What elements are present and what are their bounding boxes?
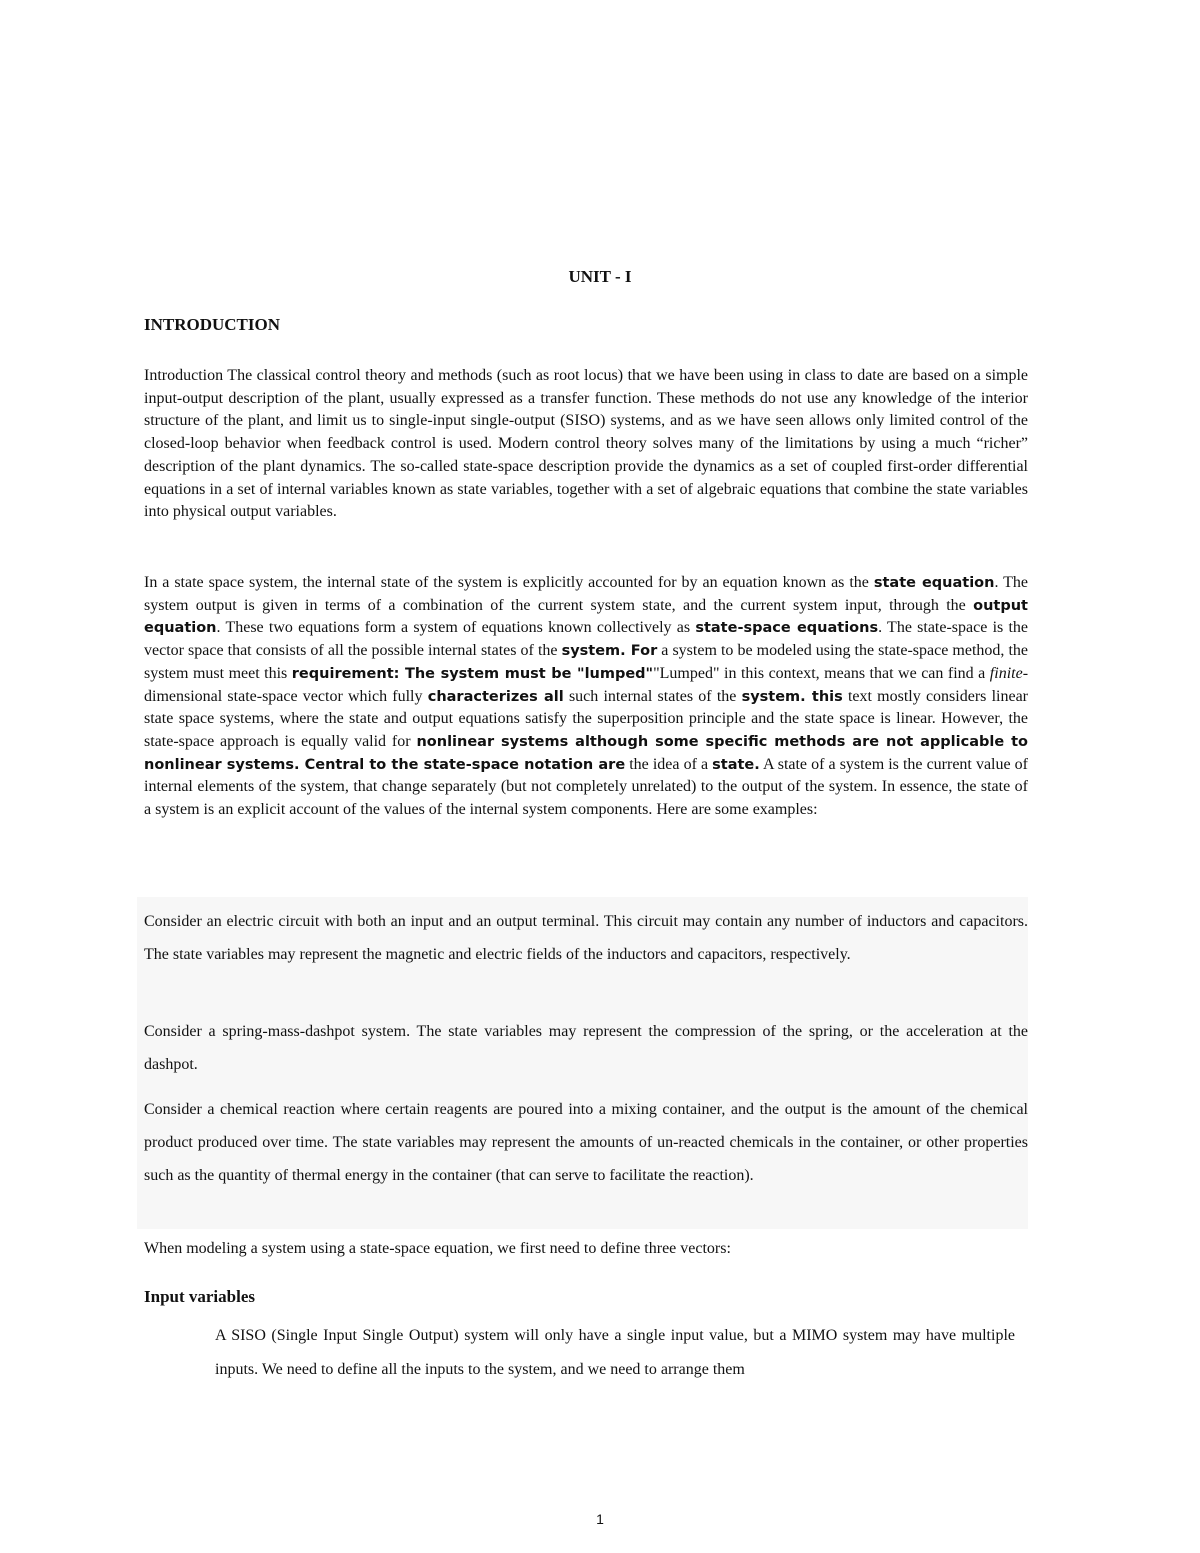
intro-paragraph: Introduction The classical control theory and methods (such as root locus) that we have been using in class to date are based on a simple input-output description of the plant, usually expressed as a transfer function. These methods do not use any knowledge of the interior structure of the plant, and limit us to single-input single-output (SISO) systems, and as we have seen allows only limited control of the closed-loop behavior when feedback control is used. Modern control theory solves many of the limitations by using a much “richer” description of the plant dynamics. The so-called state-space description provide the dynamics as a set of coupled first-order differential equations in a set of internal variables known as state variables, together with a set of algebraic equations that combine the state variables into physical output variables.: [144, 367, 1028, 521]
bold-term: characterizes all: [427, 688, 564, 705]
text-run: In a state space system, the internal state of the system is explicitly accounted for by an equation known as the: [144, 574, 874, 591]
text-run: . The state-space is the vector space that consists of all the possible internal states of the: [144, 619, 1029, 660]
example-electric-circuit: Consider an electric circuit with both an input and an output terminal. This circuit may contain any number of inductors and capacitors. The state variables may represent the magnetic and electric fields of the inductors and capacitors, respectively.: [144, 913, 1028, 963]
section-heading: INTRODUCTION: [144, 315, 281, 334]
input-variables-text: A SISO (Single Input Single Output) system will only have a single input value, but a MIMO system may have multiple inputs. We need to define all the inputs to the system, and we need to arrange them: [215, 1327, 1015, 1378]
example-chemical-reaction: Consider a chemical reaction where certain reagents are poured into a mixing container, and the output is the amount of the chemical product produced over time. The state variables may represent the amounts of un-reacted chemicals in the container, or other properties such as the quantity of thermal energy in the container (that can serve to facilitate the reaction).: [144, 1101, 1028, 1184]
example-spring-mass-dashpot: Consider a spring-mass-dashpot system. The state variables may represent the compression of the spring, or the acceleration at the dashpot.: [144, 1023, 1028, 1073]
bold-term: system. For: [561, 643, 658, 660]
unit-title: UNIT - I: [568, 267, 632, 286]
bold-term: state.: [712, 756, 760, 773]
bold-term: system. this: [741, 688, 843, 705]
bold-term: requirement: The system must be "lumped": [291, 665, 654, 682]
italic-term: finite: [989, 664, 1023, 682]
bold-term: output equation: [144, 597, 1028, 637]
text-run: . These two equations form a system of equations known collectively as: [216, 619, 696, 637]
bold-term: nonlinear systems although some specific methods are not applicable to nonlinear systems. Central to the state-space notation are: [144, 733, 1028, 773]
text-run: . The system output is given in terms of a combination of the current system state, and the current system input, through the: [144, 574, 1029, 614]
page-number: 1: [596, 1511, 604, 1527]
state-space-paragraph: [144, 572, 1028, 822]
bold-term: state-space equations: [695, 620, 879, 637]
text-run: the idea of a: [625, 755, 713, 773]
text-run: text mostly considers linear state space systems, where the state and output equations satisfy the superposition principle and the state space is linear. However, the state-space approach is equally valid for: [144, 687, 1029, 750]
text-run: a system to be modeled using the state-space method, the system must meet this: [144, 642, 1029, 682]
text-run: -dimensional state-space vector which fully: [144, 664, 1029, 705]
text-run: A state of a system is the current value of internal elements of the system, that change separately (but not completely unrelated) to the output of the system. In essence, the state of a system is an explicit account of the values of the internal system components. Here are some examples:: [144, 755, 1029, 819]
bold-term: state equation: [873, 575, 995, 591]
vectors-intro: When modeling a system using a state-space equation, we first need to define three vectors:: [144, 1240, 731, 1257]
text-run: "Lumped" in this context, means that we can find a: [653, 664, 990, 682]
input-variables-heading: Input variables: [144, 1287, 255, 1306]
text-run: such internal states of the: [563, 687, 742, 705]
